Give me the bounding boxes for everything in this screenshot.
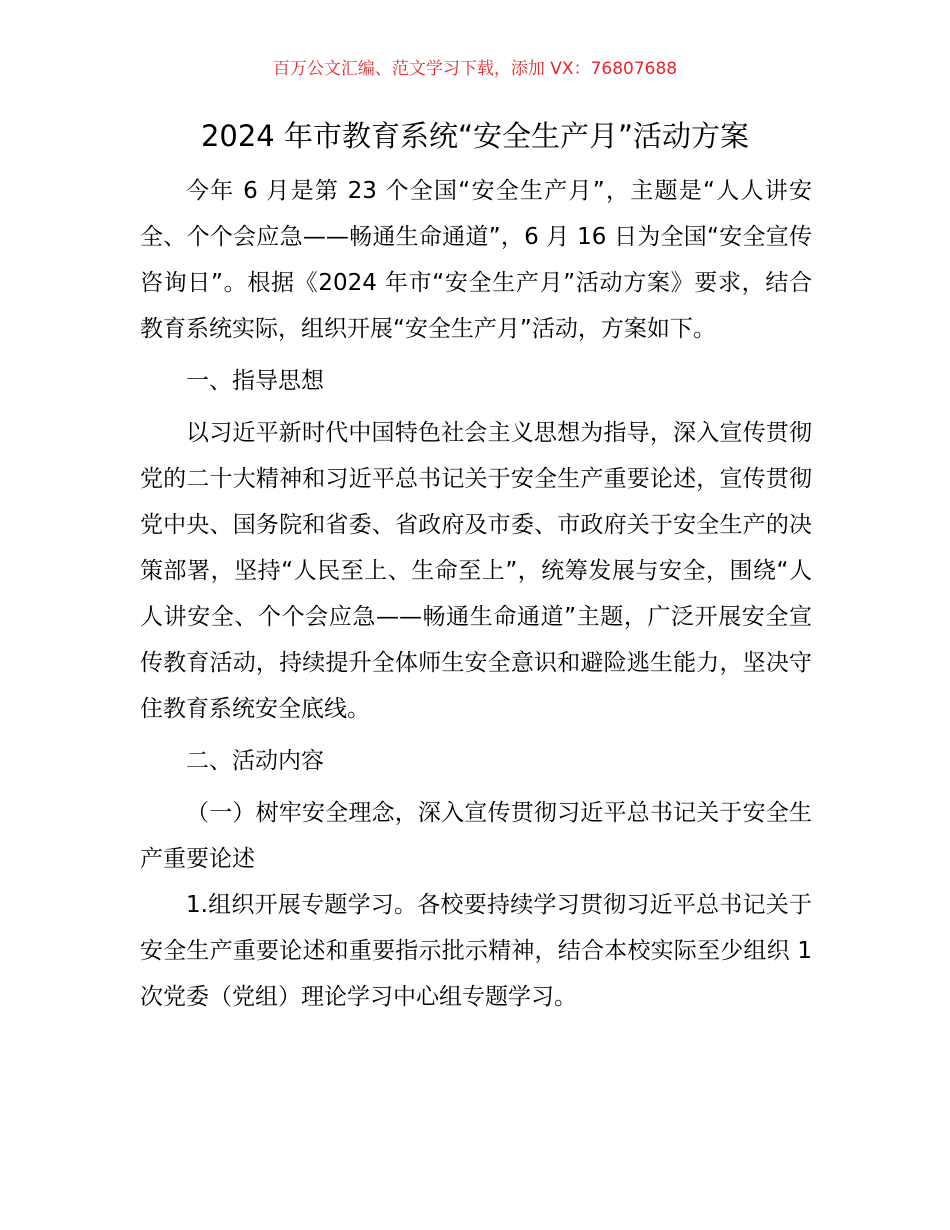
list-item-1: 1.组织开展专题学习。各校要持续学习贯彻习近平总书记关于安全生产重要论述和重要指示批示精神，结合本校实际至少组织 1 次党委（党组）理论学习中心组专题学习。 bbox=[140, 892, 812, 1010]
document-body bbox=[140, 168, 812, 1020]
section-heading-guiding-thought: 一、指导思想 bbox=[186, 368, 324, 394]
document-title: 2024 年市教育系统“安全生产月”活动方案 bbox=[200, 119, 750, 153]
section-heading-activities: 二、活动内容 bbox=[186, 748, 324, 774]
subsection-heading-1: （一）树牢安全理念，深入宣传贯彻习近平总书记关于安全生产重要论述 bbox=[140, 800, 812, 872]
paragraph-guiding-thought: 以习近平新时代中国特色社会主义思想为指导，深入宣传贯彻党的二十大精神和习近平总书记关于安全生产重要论述，宣传贯彻党中央、国务院和省委、省政府及市委、市政府关于安全生产的决策部署，坚持“人民至上、生命至上”，统筹发展与安全，围绕“人人讲安全、个个会应急——畅通生命通道”主题，广泛开展安全宣传教育活动，持续提升全体师生安全意识和避险逃生能力，坚决守住教育系统安全底线。 bbox=[140, 420, 812, 722]
paragraph-intro: 今年 6 月是第 23 个全国“安全生产月”，主题是“人人讲安全、个个会应急——畅通生命通道”，6 月 16 日为全国“安全宣传咨询日”。根据《2024 年市“安全生产月”活动方案》要求，结合教育系统实际，组织开展“安全生产月”活动，方案如下。 bbox=[140, 178, 812, 342]
watermark-header: 百万公文汇编、范文学习下载，添加 VX：76807688 bbox=[272, 59, 678, 79]
